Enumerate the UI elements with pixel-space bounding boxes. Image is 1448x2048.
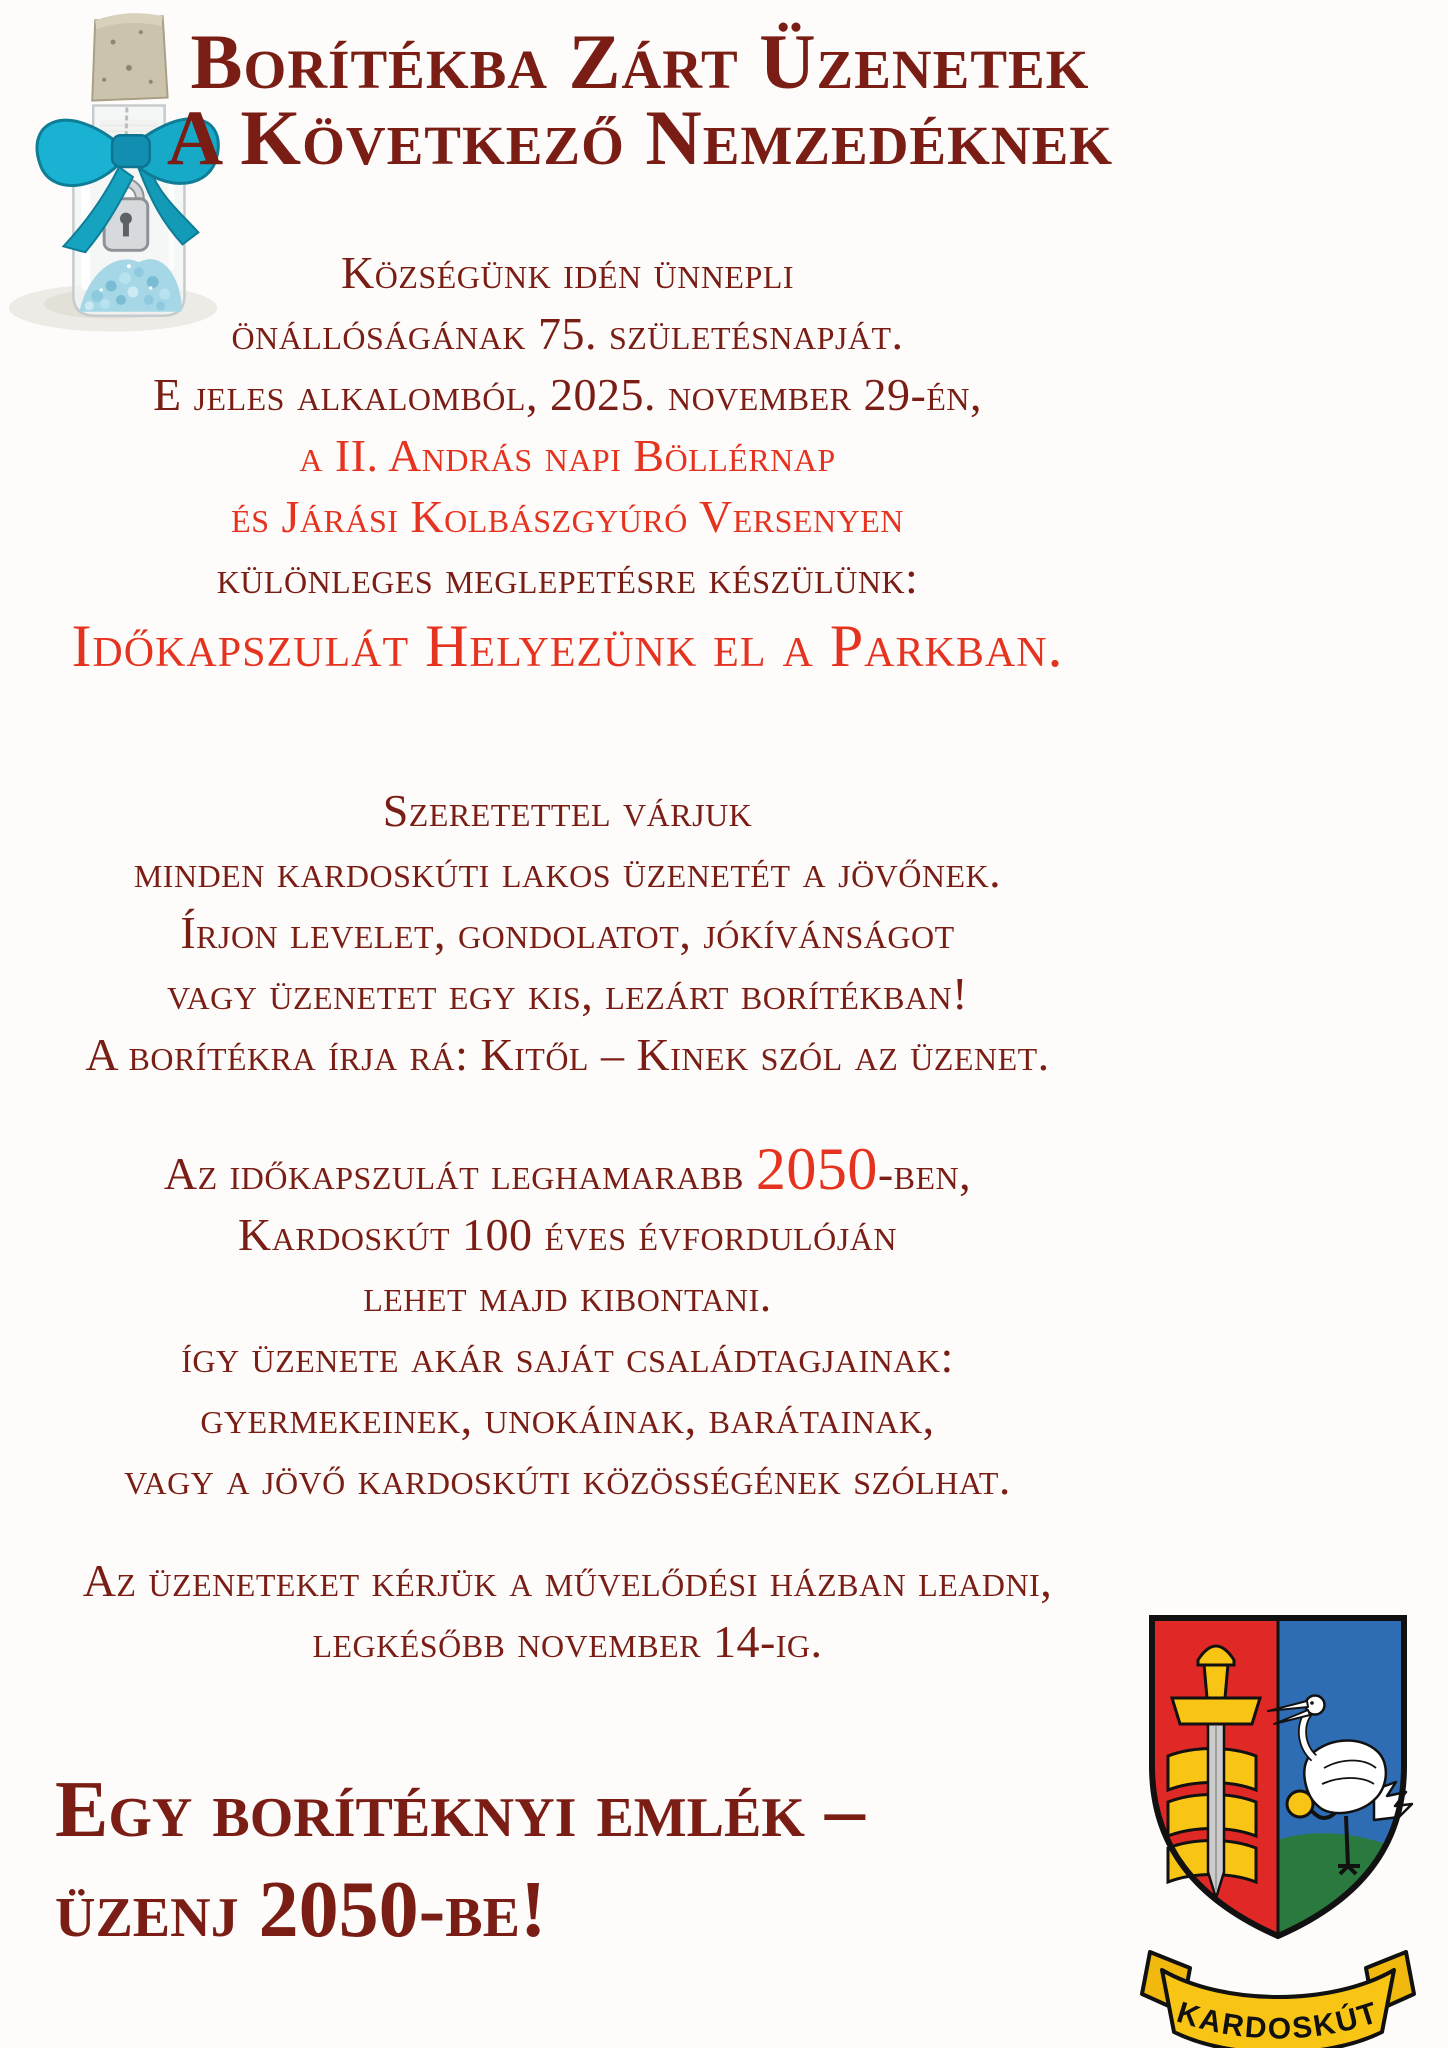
deadline-paragraph — [0, 1550, 1135, 1672]
capsule-year-2050: 2050 — [755, 1136, 878, 1202]
intro-paragraph — [0, 242, 1135, 684]
invite-line-4: vagy üzenetet egy kis, lezárt borítékban! — [167, 968, 968, 1019]
intro-line-1: Községünk idén ünnepli — [341, 247, 794, 298]
intro-line-3: E jeles alkalomból, 2025. november 29-én, — [152, 369, 982, 420]
title-line-1: Borítékba Zárt Üzenetek — [190, 18, 1090, 105]
banner-text: KARDOSKÚT — [1173, 1996, 1383, 2046]
invite-paragraph — [0, 780, 1135, 1085]
capsule-line-1-suffix: -ben, — [877, 1148, 972, 1199]
capsule-line-4: így üzenete akár saját családtagjainak: — [181, 1331, 954, 1382]
banner-ribbon — [1142, 1952, 1414, 2048]
invite-line-2: minden kardoskúti lakos üzenetét a jövőnek. — [133, 846, 1002, 897]
invite-line-5: A borítékra írja rá: Kitől – Kinek szól az üzenet. — [85, 1029, 1050, 1080]
intro-line-4-event: a II. András napi Böllérnap — [299, 430, 836, 481]
deadline-line-1: Az üzeneteket kérjük a művelődési házban leadni, — [82, 1555, 1053, 1606]
deadline-line-2: legkésőbb november 14-ig. — [312, 1616, 823, 1667]
capsule-line-1-prefix: Az időkapszulát leghamarabb — [163, 1148, 756, 1199]
intro-line-5-event: és Járási Kolbászgyúró Versenyen — [231, 491, 904, 542]
invite-line-1: Szeretettel várjuk — [382, 785, 753, 836]
cta-line-1: Egy borítéknyi emlék – — [55, 1766, 865, 1854]
capsule-line-3: lehet majd kibontani. — [363, 1270, 772, 1321]
intro-line-2: önállóságának 75. születésnapját. — [231, 308, 904, 359]
cta-text — [55, 1760, 955, 1960]
capsule-line-2: Kardoskút 100 éves évfordulóján — [238, 1209, 897, 1260]
title-line-2: A Következő Nemzedéknek — [166, 94, 1114, 181]
intro-line-6: különleges meglepetésre készülünk: — [216, 552, 919, 603]
capsule-line-5: gyermekeinek, unokáinak, barátainak, — [200, 1392, 935, 1443]
invite-line-3: Írjon levelet, gondolatot, jókívánságot — [180, 907, 955, 958]
capsule-line-1 — [0, 1136, 1135, 1204]
kardoskut-coat-of-arms — [1128, 1608, 1428, 2048]
intro-highlight-line: Időkapszulát Helyezünk el a Parkban. — [71, 613, 1064, 679]
capsule-paragraph — [0, 1136, 1135, 1509]
poster-title — [150, 18, 1130, 181]
capsule-line-6: vagy a jövő kardoskúti közösségének szólhat. — [124, 1453, 1011, 1504]
cta-line-2: üzenj 2050-be! — [55, 1866, 547, 1954]
